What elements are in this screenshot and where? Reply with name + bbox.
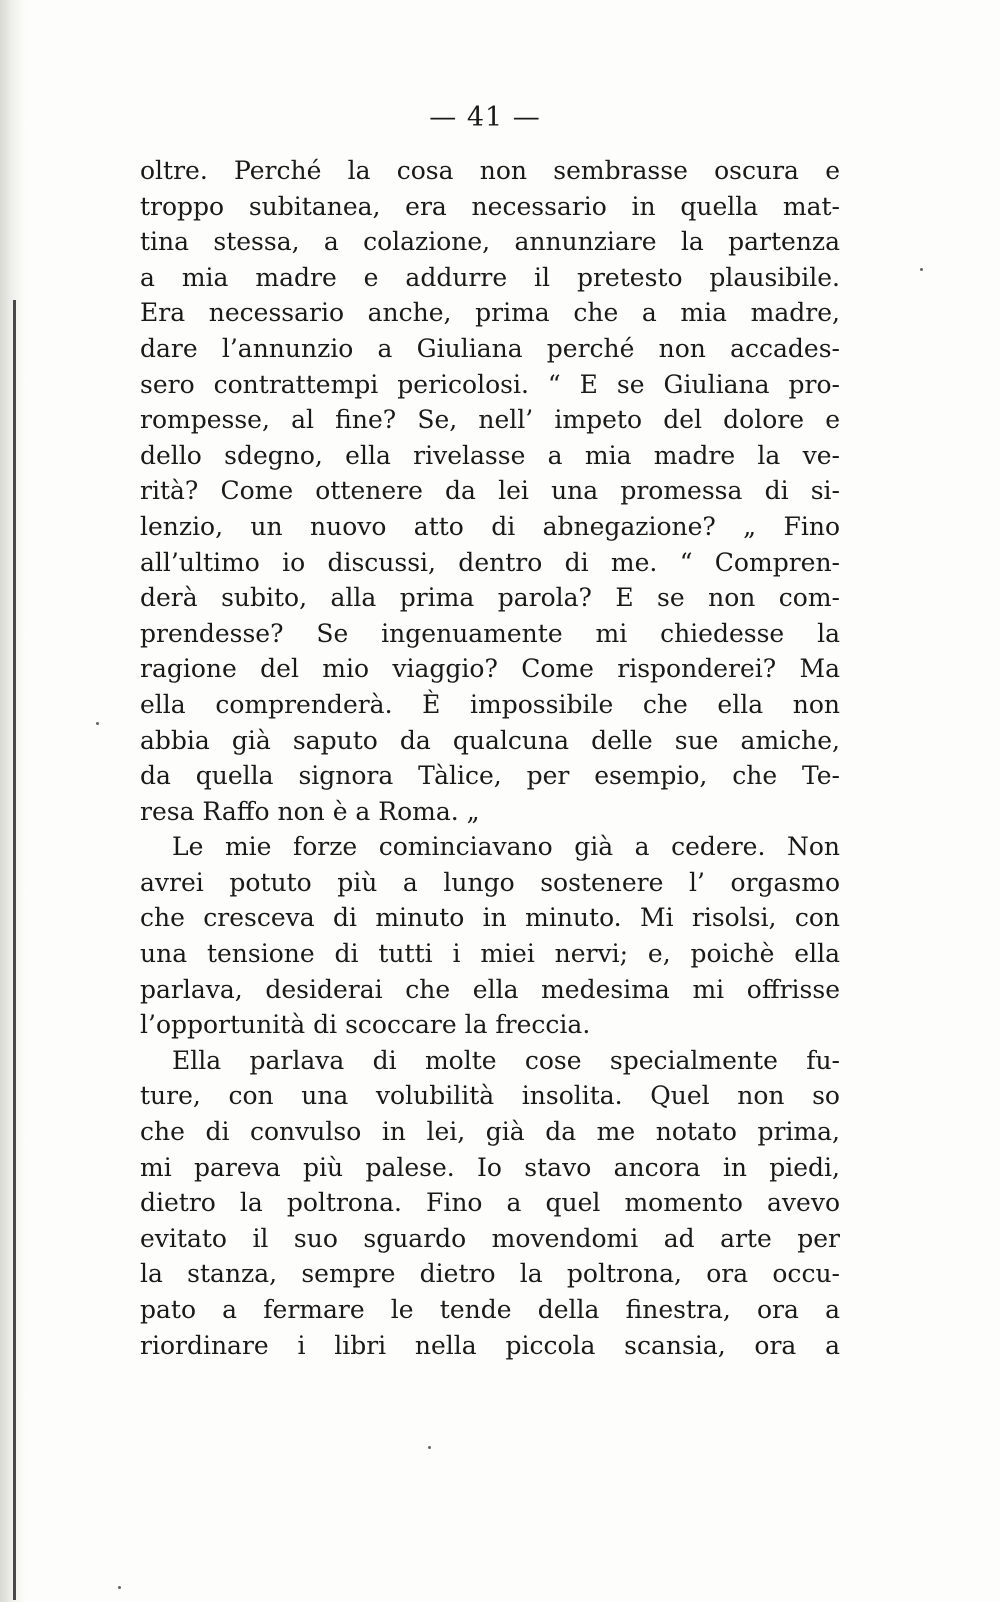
paper-speck bbox=[428, 1446, 431, 1449]
paper-speck bbox=[118, 1586, 121, 1589]
text-line: l’opportunità di scoccare la freccia. bbox=[140, 1010, 591, 1040]
text-line: avrei potuto più a lungo sostenere l’ orgasmo bbox=[140, 867, 840, 897]
text-line: prendesse? Se ingenuamente mi chiedesse la bbox=[140, 618, 840, 648]
text-line: derà subito, alla prima parola? E se non com- bbox=[140, 583, 840, 613]
text-line: ella comprenderà. È impossibile che ella non bbox=[140, 689, 840, 719]
text-line: Era necessario anche, prima che a mia madre, bbox=[140, 298, 840, 328]
text-line: mi pareva più palese. Io stavo ancora in piedi, bbox=[140, 1152, 840, 1182]
text-line: rompesse, al fine? Se, nell’ impeto del dolore e bbox=[140, 405, 840, 435]
text-line: la stanza, sempre dietro la poltrona, ora occu- bbox=[140, 1259, 840, 1289]
text-line: all’ultimo io discussi, dentro di me. “ Compren- bbox=[140, 547, 840, 577]
text-line: una tensione di tutti i miei nervi; e, poichè ella bbox=[140, 939, 840, 969]
text-line: dietro la poltrona. Fino a quel momento avevo bbox=[140, 1188, 840, 1218]
text-line: dare l’annunzio a Giuliana perché non accades- bbox=[140, 333, 840, 363]
text-line: che cresceva di minuto in minuto. Mi risolsi, con bbox=[140, 903, 840, 933]
text-line: sero contrattempi pericolosi. “ E se Giuliana pro- bbox=[140, 369, 840, 399]
text-line: evitato il suo sguardo movendomi ad arte per bbox=[140, 1223, 840, 1253]
text-line: da quella signora Tàlice, per esempio, che Te- bbox=[140, 761, 840, 791]
text-line: ragione del mio viaggio? Come risponderei? Ma bbox=[140, 654, 840, 684]
text-line: resa Raffo non è a Roma. „ bbox=[140, 796, 480, 826]
text-line: Ella parlava di molte cose specialmente fu- bbox=[172, 1045, 840, 1075]
text-line: Le mie forze cominciavano già a cedere. Non bbox=[172, 832, 840, 862]
paper-speck bbox=[920, 268, 923, 271]
text-line: a mia madre e addurre il pretesto plausibile. bbox=[140, 262, 840, 292]
paper-speck bbox=[96, 722, 99, 725]
text-line: riordinare i libri nella piccola scansia, ora a bbox=[140, 1330, 840, 1360]
body-text bbox=[140, 153, 840, 1363]
text-line: abbia già saputo da qualcuna delle sue amiche, bbox=[140, 725, 840, 755]
text-line: rità? Come ottenere da lei una promessa di si- bbox=[140, 476, 840, 506]
text-line: che di convulso in lei, già da me notato prima, bbox=[140, 1117, 840, 1147]
text-line: lenzio, un nuovo atto di abnegazione? „ Fino bbox=[140, 511, 840, 541]
page-number: — 41 — bbox=[429, 102, 541, 133]
text-line: pato a fermare le tende della finestra, ora a bbox=[140, 1295, 840, 1324]
text-line: ture, con una volubilità insolita. Quel non so bbox=[140, 1081, 840, 1111]
text-line: troppo subitanea, era necessario in quella mat- bbox=[140, 191, 840, 221]
text-line: dello sdegno, ella rivelasse a mia madre la ve- bbox=[140, 440, 840, 470]
text-line: oltre. Perché la cosa non sembrasse oscura e bbox=[140, 156, 840, 185]
text-line: tina stessa, a colazione, annunziare la partenza bbox=[140, 227, 840, 257]
text-line: parlava, desiderai che ella medesima mi offrisse bbox=[140, 974, 840, 1004]
page-binding-line bbox=[13, 300, 16, 1600]
